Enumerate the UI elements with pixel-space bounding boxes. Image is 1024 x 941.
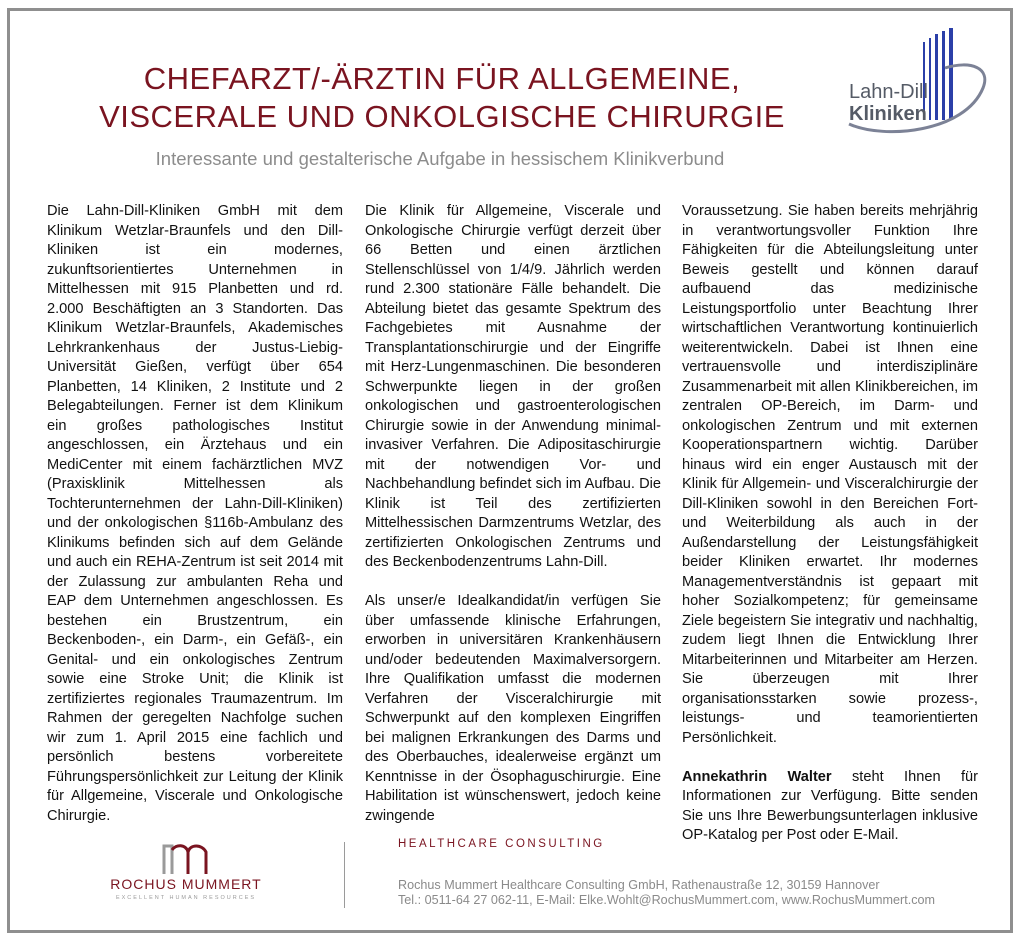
logo-text-lahn-dill: Lahn-Dill	[849, 81, 928, 103]
paragraph-candidate-profile: Als unser/e Idealkandidat/in verfügen Sie über umfassende klinische Erfahrungen, erworben in universitären Krankenhäusern und/oder bedeutenden Maximalversorgern. Ihre Qualifikation umfasst die modernen Verfahren der Visceralchirurgie mit Schwerpunkt auf den komplexen Eingriffen bei malignen Erkrankungen des Darms und des Oberbauches, idealerweise ergänzt um Kenntnisse in der Ösophaguschirurgie. Eine Habilitation ist wünschenswert, jedoch keine zwingende	[365, 593, 661, 824]
paragraph-company-intro: Die Lahn-Dill-Kliniken GmbH mit dem Klinikum Wetzlar-Braunfels und den Dill-Kliniken ist ein modernes, zukunftsorientiertes Unternehmen in Mittelhessen mit 915 Planbetten und rd. 2.000 Beschäftigten an 3 Standorten. Das Klinikum Wetzlar-Braunfels, Akademisches Lehrkrankenhaus der Justus-Liebig-Universität Gießen, verfügt über 654 Planbetten, 14 Kliniken, 2 Institute und 2 Belegabteilungen. Ferner ist dem Klinikum ein großes pathologisches Institut angeschlossen, ein Ärztehaus und ein MediCenter mit einem fachärztlichen MVZ (Praxisklinik Mittelhessen als Tochterunternehmen der Lahn-Dill-Kliniken) und der onkologischen §116b-Ambulanz des Klinikums befinden sich auf dem Gelände und auch ein REHA-Zentrum ist seit 2014 mit der Zulassung zur ambulanten Reha und EAP dem Unternehmen angeschlossen. Es bestehen ein Brustzentrum, ein Beckenboden-, ein Darm-, ein Gefäß-, ein Genital- und ein onkologisches Zentrum sowie eine Stroke Unit; die Klinik ist zertifiziertes regionales Traumazentrum. Im Rahmen der geregelten Nachfolge suchen wir zum 1. April 2015 eine fachlich und persönlich bestens vorbereitete Führungspersönlichkeit zur Leitung der Klinik für Allgemeine, Viscerale und Onkologische Chirurgie.	[47, 203, 343, 824]
paragraph-contact	[682, 768, 978, 846]
rochus-mummert-tagline: EXCELLENT HUMAN RESOURCES	[115, 895, 257, 901]
job-title	[62, 60, 822, 136]
text-column-3	[682, 202, 978, 846]
footer-address: Rochus Mummert Healthcare Consulting GmbH, Rathenaustraße 12, 30159 Hannover	[398, 878, 880, 892]
lahn-dill-kliniken-logo	[845, 28, 993, 138]
job-title-line-2: VISCERALE UND ONKOLGISCHE CHIRURGIE	[99, 99, 785, 134]
footer-phone-email-web: Tel.: 0511-64 27 062-11, E-Mail: Elke.Wohlt@RochusMummert.com, www.RochusMummert.com	[398, 893, 936, 907]
contact-person-name: Annekathrin Walter	[682, 768, 832, 785]
paragraph-requirements: Voraussetzung. Sie haben bereits mehrjährig in verantwortungsvoller Funktion Ihre Fähigkeiten für die Abteilungsleitung unter Beweis gestellt und können darauf aufbauend das medizinische Leistungsportfolio unter Beachtung Ihrer wirtschaftlichen Verantwortung kontinuierlich weiterentwickeln. Dabei ist Ihnen eine vertrauensvolle und interdisziplinäre Zusammenarbeit mit allen Klinikbereichen, im zentralen OP-Bereich, im Darm- und onkologischen Zentrum und mit externen Kooperationspartnern wichtig. Darüber hinaus wird ein enger Austausch mit der Klinik für Allgemein- und Visceralchirurgie der Dill-Kliniken sowohl in den Bereichen Fort- und Weiterbildung als auch in der Außendarstellung der Leistungsfähigkeit beider Kliniken erwartet. Ihr modernes Managementverständnis ist gepaart mit hoher Sozialkompetenz; für gemeinsame Ziele begeistern Sie integrativ und nachhaltig, zudem liegt Ihnen die Entwicklung Ihrer Mitarbeiterinnen und Mitarbeiter am Herzen. Sie überzeugen mit Ihrer organisationsstarken sowie prozess-, leistungs- und teamorientierten Persönlichkeit.	[682, 203, 978, 746]
job-subtitle: Interessante und gestalterische Aufgabe in hessischem Klinikverbund	[155, 148, 725, 169]
job-title-line-1: CHEFARZT/-ÄRZTIN FÜR ALLGEMEINE,	[143, 61, 741, 96]
rochus-mummert-name: ROCHUS MUMMERT	[110, 876, 262, 892]
text-column-2	[365, 202, 661, 826]
rm-monogram-icon	[162, 842, 210, 874]
footer-contact-block	[398, 878, 935, 908]
text-column-1	[47, 202, 343, 826]
footer-divider	[344, 842, 345, 908]
paragraph-clinic-description: Die Klinik für Allgemeine, Viscerale und Onkologische Chirurgie verfügt derzeit über 66 Betten und einen ärztlichen Stellenschlüssel von 1/4/9. Jährlich werden rund 2.300 stationäre Fälle behandelt. Die Abteilung bietet das gesamte Spektrum des Fachgebietes mit Ausnahme der Transplantationschirurgie und der Eingriffe mit Herz-Lungenmaschinen. Die besonderen Schwerpunkte liegen in der großen onkologischen und gastroenterologischen Chirurgie sowie in der Anwendung minimal-invasiver Verfahren. Die Adipositaschirurgie mit der notwendigen Vor- und Nachbehandlung befindet sich im Aufbau. Die Klinik ist Teil des zertifizierten Mittelhessischen Darmzentrums Wetzlar, des zertifizierten Onkologischen Zentrums und des Beckenbodenzentrums Lahn-Dill.	[365, 203, 661, 570]
contact-instructions: steht Ihnen für Informationen zur Verfügung. Bitte senden Sie uns Ihre Bewerbungsunterlagen inklusive OP-Katalog per Post oder E-Mail.	[682, 768, 978, 843]
logo-text-kliniken: Kliniken	[849, 103, 927, 125]
healthcare-consulting-label: HEALTHCARE CONSULTING	[398, 838, 605, 850]
rochus-mummert-logo	[86, 842, 286, 912]
